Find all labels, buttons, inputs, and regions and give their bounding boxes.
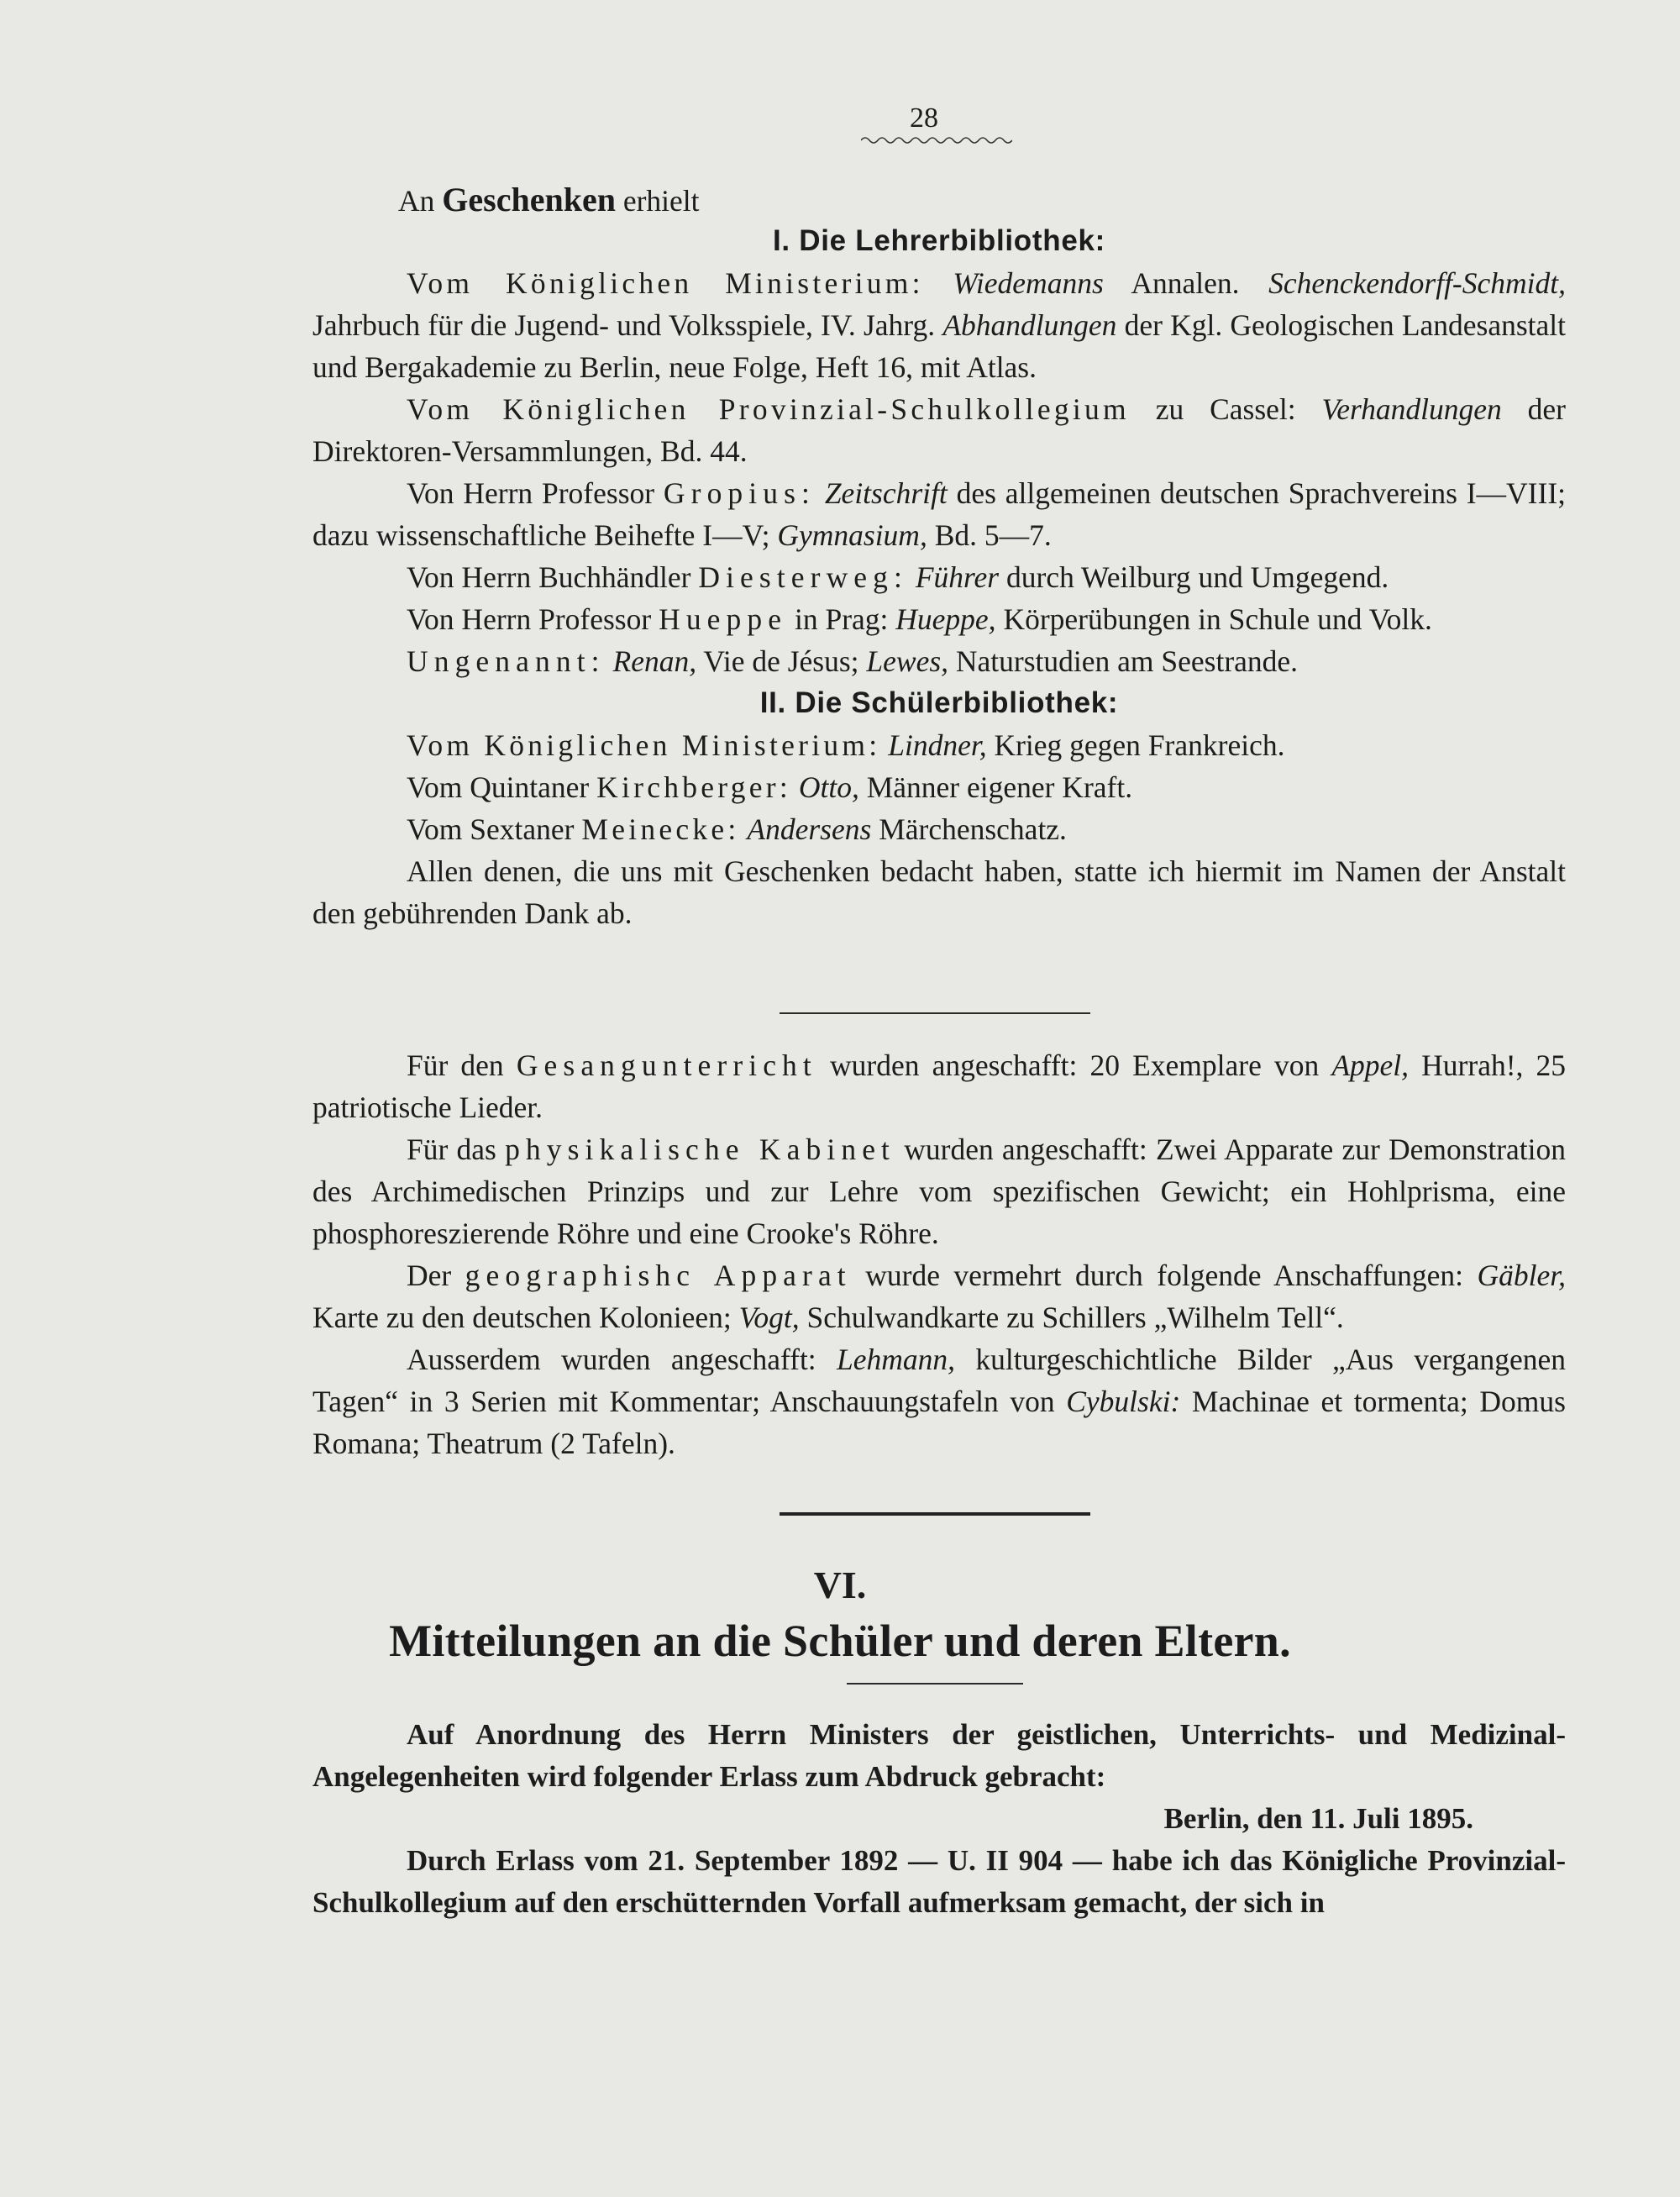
gift-entry-gropius: Von Herrn Professor Gropius: Zeitschrift des allgemeinen deutschen Sprachvereins I—VIII; dazu wissenschaftliche Beihefte I—V; Gymnasium, Bd. 5—7.	[312, 476, 1566, 552]
section-numeral: VI.	[813, 1564, 867, 1606]
section-title: Mitteilungen an die Schüler und deren Eltern.	[389, 1616, 1291, 1666]
acquisition-singing: Für den Gesangunterricht wurden angeschafft: 20 Exemplare von Appel, Hurrah!, 25 patriotische Lieder.	[312, 1049, 1567, 1124]
gift-entry-diesterweg: Von Herrn Buchhändler Diesterweg: Führer durch Weilburg und Umgegend.	[407, 560, 1389, 594]
gift-entry-schulkollegium: Vom Königlichen Provinzial-Schulkollegium zu Cassel: Verhandlungen der Direktoren-Versammlungen, Bd. 44.	[312, 392, 1566, 468]
title-underline-rule	[847, 1683, 1023, 1685]
section-divider-short	[780, 1012, 1090, 1014]
thanks-paragraph: Allen denen, die uns mit Geschenken bedacht haben, statte ich hiermit im Namen der Anstalt den gebührenden Dank ab.	[312, 854, 1566, 930]
acquisition-other: Ausserdem wurden angeschafft: Lehmann, kulturgeschichtliche Bilder „Aus vergangenen Tagen“ in 3 Serien mit Kommentar; Anschauungstafeln von Cybulski: Machinae et tormenta; Domus Romana; Theatrum (2 Tafeln).	[312, 1343, 1566, 1460]
gift-entry-anonymous: Ungenannt: Renan, Vie de Jésus; Lewes, Naturstudien am Seestrande.	[407, 644, 1299, 678]
gift-entry-ministry: Vom Königlichen Ministerium: Wiedemanns Annalen. Schenckendorff-Schmidt, Jahrbuch für die Jugend- und Volksspiele, IV. Jahrg. Abhandlungen der Kgl. Geologischen Landesanstalt und Bergakademie zu Berlin, neue Folge, Heft 16, mit Atlas.	[312, 266, 1566, 384]
student-gift-meinecke: Vom Sextaner Meinecke: Andersens Märchenschatz.	[407, 812, 1067, 846]
acquisition-geography: Der geographishc Apparat wurde vermehrt durch folgende Anschaffungen: Gäbler, Karte zu den deutschen Kolonieen; Vogt, Schulwandkarte zu Schillers „Wilhelm Tell“.	[312, 1259, 1566, 1334]
student-library-heading: II. Die Schülerbibliothek:	[759, 686, 1119, 719]
decree-text: Durch Erlass vom 21. September 1892 — U. II 904 — habe ich das Königliche Provinzial-Schulkollegium auf den erschütternden Vorfall aufmerksam gemacht, der sich in	[312, 1844, 1566, 1919]
decree-intro: Auf Anordnung des Herrn Ministers der geistlichen, Unterrichts- und Medizinal-Angelegenheiten wird folgender Erlass zum Abdruck gebracht:	[312, 1718, 1566, 1793]
gifts-intro: An Geschenken erhielt	[398, 181, 700, 218]
acquisition-physics: Für das physikalische Kabinet wurden angeschafft: Zwei Apparate zur Demonstration des Archimedischen Prinzips und zur Lehre vom spezifischen Gewicht; ein Hohlprisma, eine phosphoreszierende Röhre und eine Crooke's Röhre.	[312, 1133, 1566, 1250]
section-divider-thick	[780, 1512, 1090, 1516]
gifts-section	[312, 179, 1566, 934]
gift-entry-hueppe: Von Herrn Professor Hueppe in Prag: Hueppe, Körperübungen in Schule und Volk.	[407, 602, 1432, 636]
decree-section	[312, 1714, 1566, 1924]
ornamental-wavy-rule	[861, 134, 1012, 146]
student-gift-kirchberger: Vom Quintaner Kirchberger: Otto, Männer eigener Kraft.	[407, 770, 1133, 804]
student-gift-ministry: Vom Königlichen Ministerium: Lindner, Krieg gegen Frankreich.	[407, 728, 1285, 762]
gifts-intro-keyword: Geschenken	[442, 181, 616, 218]
teacher-library-heading: I. Die Lehrerbibliothek:	[772, 224, 1106, 257]
decree-dateline: Berlin, den 11. Juli 1895.	[1163, 1802, 1473, 1835]
page-number: 28	[910, 102, 938, 134]
acquisitions-section	[312, 1044, 1566, 1464]
